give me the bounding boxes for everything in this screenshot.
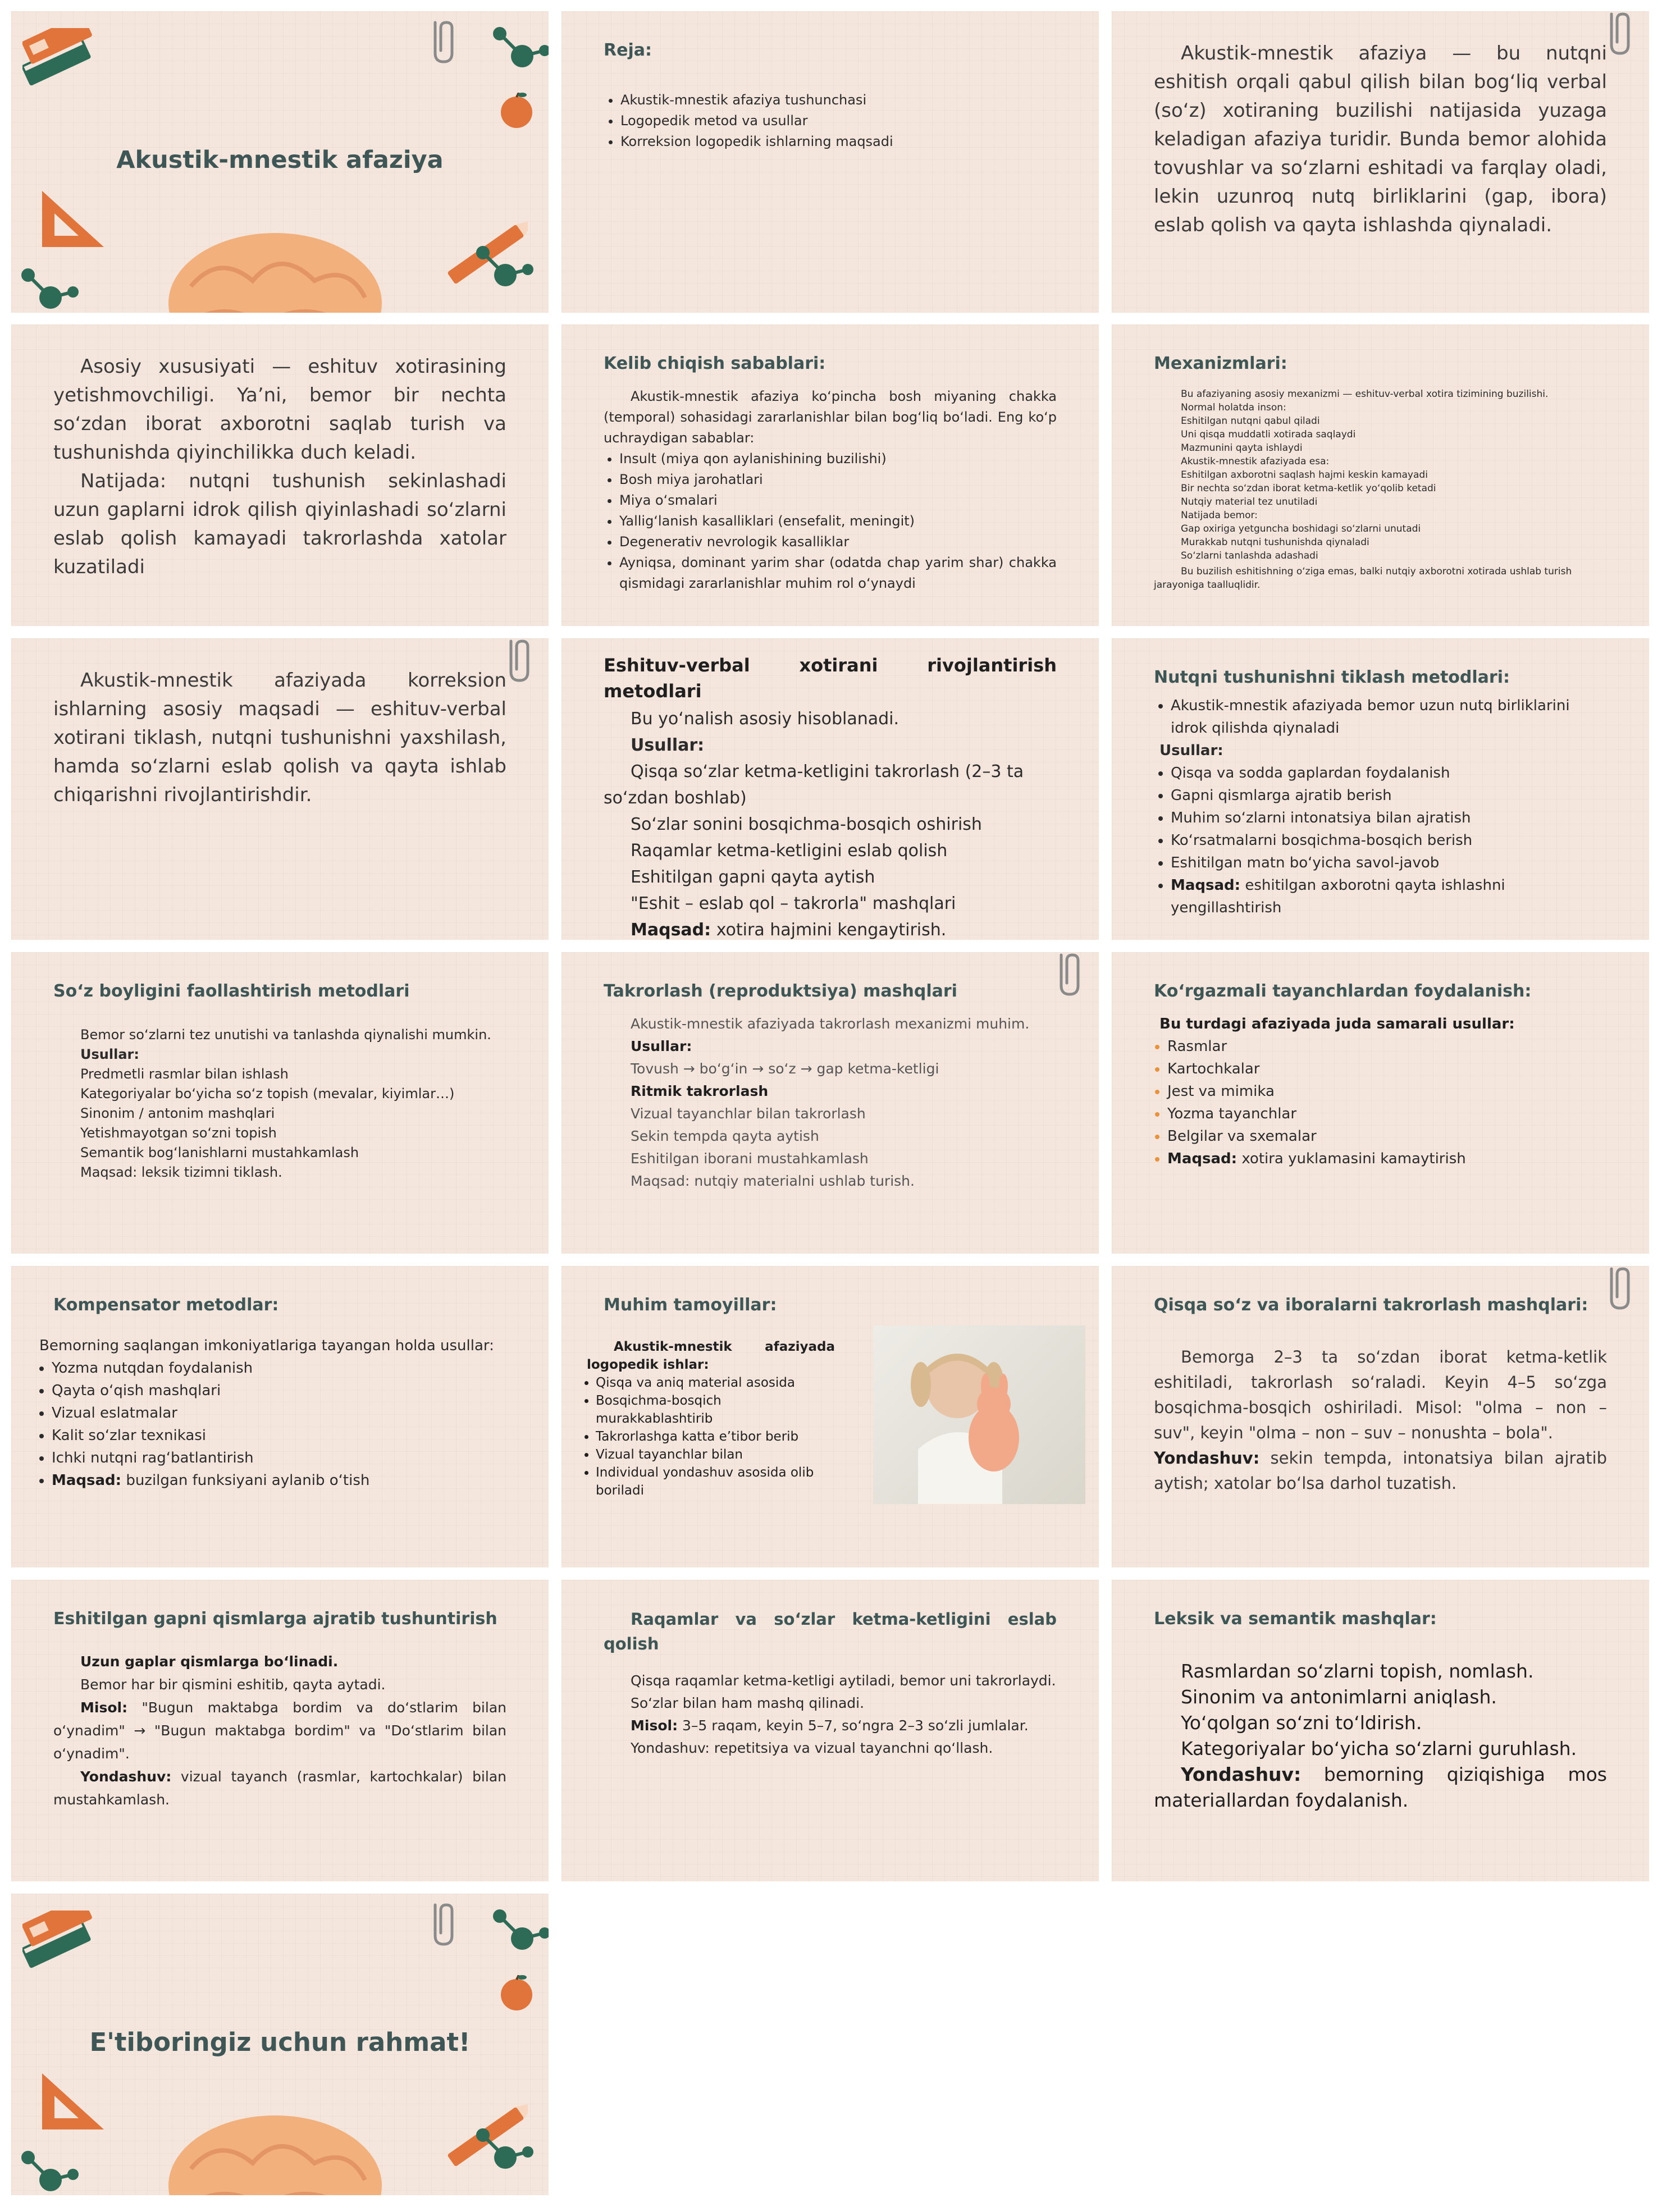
usullar-label: Usullar:: [631, 735, 705, 755]
text-line: So‘zlar bilan ham mashq qilinadi.: [631, 1695, 865, 1711]
bold-line: Uzun gaplar qismlarga bo‘linadi.: [80, 1653, 339, 1670]
list-item: • Takrorlashga katta e’tibor berib: [596, 1428, 835, 1446]
goal-label: Maqsad:: [52, 1472, 122, 1489]
text-line: Kategoriyalar bo‘yicha so‘zlarni guruhlash.: [1181, 1738, 1577, 1759]
text-line: Bir nechta so‘zdan iborat ketma-ketlik yo‘qolib ketadi: [1181, 483, 1436, 494]
list-item: • Rasmlar: [1167, 1035, 1607, 1058]
subheading: Ritmik takrorlash: [631, 1083, 769, 1099]
example-line: [53, 1696, 506, 1765]
goal-label: Maqsad:: [631, 920, 711, 940]
slide-heading: Muhim tamoyillar:: [604, 1295, 777, 1315]
paragraph: Akustik-mnestik afaziyada korreksion ishlarning asosiy maqsadi — eshituv-verbal xotirani tiklash, nutqni tushunishni yaxshilash, hamda so‘zlarni eslab qolish va qayta ishlab chiqarishni rivojlantirishdir.: [53, 669, 506, 806]
list-item: • Ichki nutqni rag‘batlantirish: [52, 1447, 506, 1469]
list-item: • Muhim so‘zlarni intonatsiya bilan ajratish: [1171, 807, 1607, 829]
approach-label: Yondashuv:: [1154, 1448, 1260, 1468]
goal-text: xotira hajmini kengaytirish.: [716, 920, 947, 940]
text-line: Bu buzilish eshitishning o‘ziga emas, balki nutqiy axborotni xotirada ushlab turish jarayoniga taalluqlidir.: [1154, 566, 1572, 591]
paperclip-icon: [1056, 952, 1089, 1003]
list-item: • Kalit so‘zlar texnikasi: [52, 1424, 506, 1447]
paragraph: Akustik-mnestik afaziyada logopedik ishlar:: [587, 1340, 835, 1372]
slide-heading: So‘z boyligini faollashtirish metodlari: [53, 981, 410, 1001]
example-text: "Bugun maktabga bordim va do‘stlarim bilan o‘ynadim" → "Bugun maktabga bordim" va "Do‘stlarim bilan o‘ynadim".: [53, 1699, 506, 1762]
example-text: 3–5 raqam, keyin 5–7, so‘ngra 2–3 so‘zli jumlalar.: [682, 1717, 1029, 1734]
slide-plan: [561, 11, 1099, 313]
approach-text: vizual tayanch (rasmlar, kartochkalar) bilan mustahkamlash.: [53, 1768, 506, 1808]
list-item: • Degenerativ nevrologik kasalliklar: [619, 532, 1057, 552]
slide-heading: Reja:: [604, 40, 652, 60]
text-line: Uni qisqa muddatli xotirada saqlaydi: [1181, 429, 1356, 440]
apple-icon: [500, 93, 539, 132]
paperclip-icon: [430, 1902, 463, 1953]
goal-label: Maqsad:: [1167, 1150, 1238, 1167]
list-item: • Ayniqsa, dominant yarim shar (odatda chap yarim shar) chakka qismidagi zararlanishlar muhim rol o‘ynaydi: [619, 552, 1057, 594]
text-line: Yondashuv: repetitsiya va vizual tayanchni qo‘llash.: [631, 1740, 993, 1756]
slide-thanks: [11, 1894, 549, 2195]
slide-heading: Kompensator metodlar:: [53, 1295, 279, 1315]
goal-text: xotira yuklamasini kamaytirish: [1241, 1150, 1466, 1167]
slide-lexical: [1112, 1580, 1649, 1881]
text-line: "Eshit – eslab qol – takrorla" mashqlari: [631, 894, 956, 913]
ruler-triangle-icon: [42, 191, 115, 253]
text-line: Bemor har bir qismini eshitib, qayta aytadi.: [80, 1676, 386, 1693]
brain-illustration: [168, 2113, 382, 2195]
molecule-icon: [17, 2146, 84, 2195]
list-item: • Insult (miya qon aylanishining buzilishi): [619, 449, 1057, 469]
presentation-title: Akustik-mnestik afaziya: [116, 146, 444, 174]
list-item: • Vizual eslatmalar: [52, 1402, 506, 1424]
text-line: Kategoriyalar bo‘yicha so‘z topish (mevalar, kiyimlar…): [80, 1086, 455, 1102]
paragraph: Bemorning saqlangan imkoniyatlariga tayangan holda usullar:: [39, 1337, 494, 1354]
text-line: Eshitilgan axborotni saqlash hajmi keskin kamayadi: [1181, 469, 1428, 481]
goal-line: [604, 917, 1057, 940]
slide-heading: Qisqa so‘z va iboralarni takrorlash mashqlari:: [1154, 1295, 1588, 1315]
slide-heading: Takrorlash (reproduktsiya) mashqlari: [604, 981, 957, 1001]
example-label: Misol:: [80, 1699, 128, 1716]
slide-title: [11, 11, 549, 313]
ruler-triangle-icon: [42, 2073, 115, 2135]
text-line: Normal holatda inson:: [1181, 402, 1286, 413]
slide-vocabulary: [11, 952, 549, 1254]
text-line: Bu yo‘nalish asosiy hisoblanadi.: [631, 709, 900, 729]
goal-label: Maqsad:: [1171, 877, 1241, 894]
paragraph: Bu turdagi afaziyada juda samarali usullar:: [1159, 1016, 1515, 1032]
text-line: Eshitilgan iborani mustahkamlash: [631, 1150, 869, 1167]
text-line: Mazmunini qayta ishlaydi: [1181, 442, 1303, 454]
text-line: Eshitilgan gapni qayta aytish: [631, 867, 875, 887]
slide-causes: [561, 325, 1099, 626]
molecule-icon: [472, 241, 539, 298]
paragraph: Akustik-mnestik afaziya ko‘pincha bosh miyaning chakka (temporal) sohasidagi zararlanishlar bilan bog‘liq bo‘ladi. Eng ko‘p uchraydigan sabablar:: [604, 389, 1057, 446]
heading-text: Raqamlar va so‘zlar ketma-ketligini eslab qolish: [604, 1610, 1057, 1653]
text-line: Gap oxiriga yetguncha boshidagi so‘zlarni unutadi: [1181, 523, 1421, 534]
list-item: • Qisqa va aniq material asosida: [596, 1374, 835, 1392]
slide-comprehension: [1112, 638, 1649, 940]
slide-heading: Kelib chiqish sabablari:: [604, 354, 826, 373]
approach-text: bemorning qiziqishiga mos materiallardan foydalanish.: [1154, 1763, 1607, 1811]
text-line: Predmetli rasmlar bilan ishlash: [80, 1066, 289, 1082]
list-item: • Individual yondashuv asosida olib boriladi: [596, 1464, 835, 1500]
text-line: Murakkab nutqni tushunishda qiynaladi: [1181, 537, 1369, 548]
slide-definition: [1112, 11, 1649, 313]
paperclip-icon: [1606, 1266, 1640, 1317]
brain-illustration: [168, 230, 382, 313]
example-label: Misol:: [631, 1717, 678, 1734]
list-item: • Kartochkalar: [1167, 1058, 1607, 1080]
goal-line: [1167, 1148, 1607, 1170]
slide-heading: [604, 652, 1057, 704]
slide-heading: Eshitilgan gapni qismlarga ajratib tushuntirish: [53, 1609, 497, 1629]
list-item: • Gapni qismlarga ajratib berish: [1171, 784, 1607, 807]
slide-memory-methods: [561, 638, 1099, 940]
slide-repetition: [561, 952, 1099, 1254]
text-line: Yo‘qolgan so‘zni to‘ldirish.: [1181, 1712, 1422, 1734]
list-item: • Yozma nutqdan foydalanish: [52, 1357, 506, 1379]
list-item: • Yallig‘lanish kasalliklari (ensefalit, meningit): [619, 511, 1057, 532]
text-line: Sinonim / antonim mashqlari: [80, 1105, 275, 1121]
slide-short-words: [1112, 1266, 1649, 1567]
molecule-icon: [488, 1905, 549, 1961]
list-item: • Belgilar va sxemalar: [1167, 1125, 1607, 1148]
approach-line: [1154, 1762, 1607, 1813]
slide-visual-supports: [1112, 952, 1649, 1254]
goal-line: [52, 1469, 506, 1492]
paragraph: Natijada: nutqni tushunish sekinlashadi uzun gaplarni idrok qilish qiyinlashadi so‘zlarni eslab qolish kamayadi takrorlashda xatolar kuzatiladi: [53, 470, 506, 578]
list-item: • Ko‘rsatmalarni bosqichma-bosqich berish: [1171, 829, 1607, 852]
text-line: Yetishmayotgan so‘zni topish: [80, 1125, 277, 1141]
paragraph: Bemor so‘zlarni tez unutishi va tanlashda qiynalishi mumkin.: [80, 1027, 491, 1043]
child-with-toy-image: [873, 1326, 1085, 1504]
example-line: [604, 1715, 1057, 1737]
text-line: Akustik-mnestik afaziyada esa:: [1181, 456, 1330, 467]
list-item: • Jest va mimika: [1167, 1080, 1607, 1103]
text-line: Tovush → bo‘g‘in → so‘z → gap ketma-ketligi: [631, 1061, 939, 1077]
goal-text: buzilgan funksiyani aylanib o‘tish: [126, 1472, 370, 1489]
molecule-icon: [472, 2124, 539, 2180]
approach-label: Yondashuv:: [1181, 1763, 1302, 1785]
paragraph: Asosiy xususiyati — eshituv xotirasining yetishmovchiligi. Ya’ni, bemor bir nechta so‘zdan iborat axborotni saqlab turish va tushunishda qiyinchilikka duch keladi.: [53, 355, 506, 464]
list-item: • Eshitilgan matn bo‘yicha savol-javob: [1171, 852, 1607, 874]
closing-title: E'tiboringiz uchun rahmat!: [89, 2027, 471, 2057]
paragraph: Akustik-mnestik afaziya — bu nutqni eshitish orqali qabul qilish bilan bog‘liq verbal (so‘z) xotiraning buzilishi natijasida yuzaga keladigan afaziya turidir. Bunda bemor alohida tovushlar va so‘zlarni eshitadi va farqlay oladi, lekin uzunroq nutq birliklarini (gap, ibora) eslab qolish va qayta ishlashda qiynaladi.: [1154, 42, 1607, 236]
goal-line: [1171, 874, 1607, 919]
paragraph: Akustik-mnestik afaziyada takrorlash mexanizmi muhim.: [631, 1016, 1030, 1032]
approach-label: Yondashuv:: [80, 1768, 172, 1785]
approach-text: sekin tempda, intonatsiya bilan ajratib aytish; xatolar bo‘lsa darhol tuzatish.: [1154, 1448, 1608, 1493]
list-item: • Vizual tayanchlar bilan: [596, 1446, 835, 1464]
text-line: So‘zlarni tanlashda adashadi: [1181, 550, 1318, 561]
paperclip-icon: [505, 638, 539, 689]
list-item: • Miya o‘smalari: [619, 490, 1057, 511]
list-item: • Qayta o‘qish mashqlari: [52, 1379, 506, 1402]
text-line: So‘zlar sonini bosqichma-bosqich oshirish: [631, 815, 982, 834]
paperclip-icon: [430, 20, 463, 70]
slide-heading: Nutqni tushunishni tiklash metodlari:: [1154, 668, 1510, 687]
slide-heading: Ko‘rgazmali tayanchlardan foydalanish:: [1154, 981, 1532, 1001]
text-line: Natijada bemor:: [1181, 510, 1258, 521]
usullar-label: Usullar:: [631, 1038, 692, 1054]
text-line: Bu afaziyaning asosiy mexanizmi — eshituv-verbal xotira tizimining buzilishi.: [1181, 389, 1549, 400]
heading-text: Eshituv-verbal xotirani rivojlantirish metodlari: [604, 655, 1057, 702]
list-item: • Logopedik metod va usullar: [620, 111, 1057, 131]
list-item: • Qisqa va sodda gaplardan foydalanish: [1171, 762, 1607, 784]
slide-compensatory: [11, 1266, 549, 1567]
slide-goal: [11, 638, 549, 940]
slide-sequences: [561, 1580, 1099, 1881]
text-line: Eshitilgan nutqni qabul qiladi: [1181, 415, 1320, 427]
list-item: • Bosh miya jarohatlari: [619, 469, 1057, 490]
list-item: • Bosqichma-bosqich murakkablashtirib: [596, 1392, 835, 1428]
approach-line: [53, 1765, 506, 1811]
list-item: • Akustik-mnestik afaziya tushunchasi: [620, 90, 1057, 111]
text-line: Nutqiy material tez unutiladi: [1181, 496, 1318, 508]
usullar-label: Usullar:: [1159, 742, 1223, 759]
slide-heading: Mexanizmlari:: [1154, 354, 1287, 373]
slide-mechanisms: [1112, 325, 1649, 626]
text-line: Semantik bog‘lanishlarni mustahkamlash: [80, 1145, 359, 1160]
text-line: Rasmlardan so‘zlarni topish, nomlash.: [1181, 1660, 1534, 1682]
usullar-label: Usullar:: [80, 1046, 139, 1062]
slide-sentence-parts: [11, 1580, 549, 1881]
goal-text: eshitilgan axborotni qayta ishlashni yengillashtirish: [1171, 877, 1505, 916]
text-line: Qisqa so‘zlar ketma-ketligini takrorlash (2–3 ta so‘zdan boshlab): [604, 762, 1024, 808]
molecule-icon: [488, 22, 549, 79]
text-line: Sekin tempda qayta aytish: [631, 1128, 819, 1144]
text-line: Raqamlar ketma-ketligini eslab qolish: [631, 841, 948, 861]
paperclip-icon: [1606, 11, 1640, 62]
books-icon: [22, 1911, 124, 1995]
apple-icon: [500, 1975, 539, 2014]
text-line: Vizual tayanchlar bilan takrorlash: [631, 1105, 866, 1122]
molecule-icon: [17, 264, 84, 313]
plan-list: [604, 90, 1057, 152]
list-item: • Korreksion logopedik ishlarning maqsadi: [620, 131, 1057, 152]
books-icon: [22, 28, 124, 112]
slide-features: [11, 325, 549, 626]
list-item: • Yozma tayanchlar: [1167, 1103, 1607, 1125]
slide-principles: [561, 1266, 1099, 1567]
slide-heading: Leksik va semantik mashqlar:: [1154, 1609, 1437, 1629]
list-item: • Akustik-mnestik afaziyada bemor uzun nutq birliklarini idrok qilishda qiynaladi: [1171, 694, 1607, 739]
text-line: Maqsad: nutqiy materialni ushlab turish.: [631, 1173, 915, 1189]
text-line: Sinonim va antonimlarni aniqlash.: [1181, 1686, 1497, 1708]
approach-line: [1154, 1446, 1607, 1496]
text-line: Qisqa raqamlar ketma-ketligi aytiladi, bemor uni takrorlaydi.: [631, 1672, 1056, 1689]
child-photo: [873, 1326, 1085, 1504]
text-line: Maqsad: leksik tizimni tiklash.: [80, 1164, 282, 1180]
slide-heading: [604, 1607, 1057, 1656]
paragraph: Bemorga 2–3 ta so‘zdan iborat ketma-ketlik eshitiladi, takrorlash so‘raladi. Keyin 4–5 so‘zga bosqichma-bosqich oshiriladi. Misol: "olma – non – suv", keyin "olma – non – suv – nonushta – bola".: [1154, 1347, 1607, 1442]
